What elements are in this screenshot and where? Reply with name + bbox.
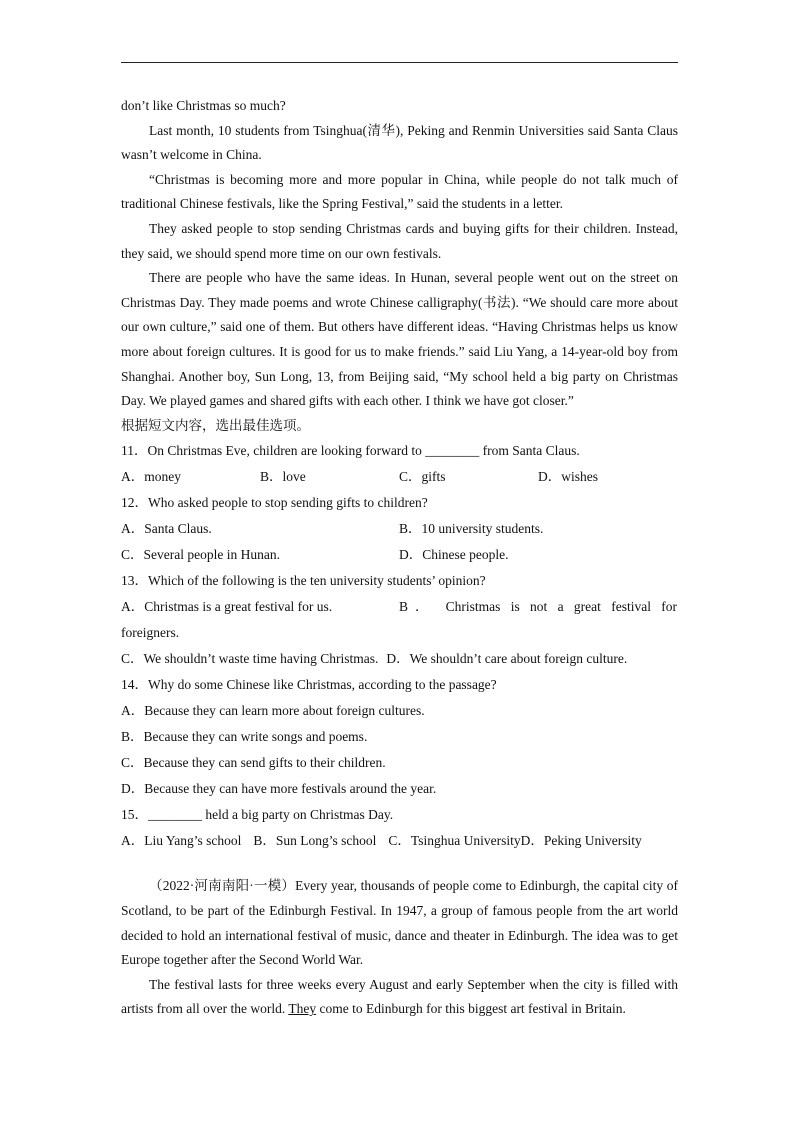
question-15-stem: 15．________ held a big party on Christmas Day. (121, 807, 394, 823)
option-d[interactable]: D．We shouldn’t care about foreign culture. (386, 651, 628, 667)
instruction: 根据短文内容，选出最佳选项。 (121, 417, 310, 433)
option-b[interactable]: B． Christmas is not a great festival for (399, 599, 677, 615)
option-d[interactable]: D．wishes (538, 469, 598, 485)
question-12-options-row1 (121, 516, 678, 542)
option-b-continued: foreigners. (121, 625, 180, 641)
option-b[interactable]: B．Sun Long’s school (253, 833, 377, 849)
option-c[interactable]: C．We shouldn’t waste time having Christmas. (121, 651, 379, 667)
header-rule (121, 62, 678, 63)
option-d[interactable]: D．Because they can have more festivals around the year. (121, 781, 437, 797)
passage2-paragraph: （2022·河南南阳·一模）Every year, thousands of people come to Edinburgh, the capital city of Scotland, to be part of the Edinburgh Festival. In 1947, a group of famous people from the art world decided to hold an international festival of music, dance and theater in Edinburgh. The idea was to get Europe together after the Second World War. (121, 878, 678, 968)
passage-paragraph: “Christmas is becoming more and more popular in China, while people do not talk much of traditional Chinese festivals, like the Spring Festival,” said the students in a letter. (121, 171, 678, 212)
option-c[interactable]: C．Tsinghua University (388, 833, 521, 849)
passage-paragraph: Last month, 10 students from Tsinghua(清华), Peking and Renmin Universities said Santa Claus wasn’t welcome in China. (121, 122, 678, 163)
question-12-options-row2 (121, 542, 678, 568)
option-d[interactable]: D．Peking University (520, 833, 642, 849)
question-12-stem: 12．Who asked people to stop sending gifts to children? (121, 495, 428, 511)
question-15-options (121, 828, 678, 854)
passage2-text: come to Edinburgh for this biggest art festival in Britain. (316, 1001, 626, 1017)
passage-paragraph: There are people who have the same ideas. In Hunan, several people went out on the street on Christmas Day. They made poems and wrote Chinese calligraphy(书法). “We should care more about our own culture,” said one of them. But others have different ideas. “Having Christmas helps us know more about foreign cultures. It is good for us to make friends.” said Liu Yang, a 14-year-old boy from Shanghai. Another boy, Sun Long, 13, from Beijing said, “My school held a big party on Christmas Day. We played games and shared gifts with each other. I think we have got closer.” (121, 270, 678, 409)
question-14-stem: 14．Why do some Chinese like Christmas, according to the passage? (121, 677, 497, 693)
option-d[interactable]: D．Chinese people. (399, 547, 509, 563)
question-13-stem: 13．Which of the following is the ten university students’ opinion? (121, 573, 486, 589)
option-b[interactable]: B．Because they can write songs and poems. (121, 729, 368, 745)
option-a[interactable]: A．Because they can learn more about foreign cultures. (121, 703, 425, 719)
option-a[interactable]: A．Christmas is a great festival for us. (121, 599, 333, 615)
underlined-word: They (288, 1001, 317, 1017)
option-b[interactable]: B．10 university students. (399, 521, 544, 537)
passage-line: don’t like Christmas so much? (121, 98, 286, 113)
passage2-text: The festival lasts for three weeks every August and early September when the city is filled with artists from all over the world. (121, 976, 678, 1017)
option-c[interactable]: C．Several people in Hunan. (121, 547, 280, 563)
page-content (121, 94, 678, 1022)
passage-paragraph: They asked people to stop sending Christmas cards and buying gifts for their children. Instead, they said, we should spend more time on our own festivals. (121, 220, 678, 261)
question-13-options-row2 (121, 646, 678, 672)
question-13-options-row1 (121, 594, 678, 620)
question-11-stem: 11．On Christmas Eve, children are looking forward to ________ from Santa Claus. (121, 443, 580, 459)
question-11-options (121, 464, 678, 490)
option-c[interactable]: C．Because they can send gifts to their children. (121, 755, 386, 771)
option-a[interactable]: A．money (121, 469, 181, 485)
option-a[interactable]: A．Santa Claus. (121, 521, 212, 537)
passage2-paragraph (121, 973, 678, 1022)
option-a[interactable]: A．Liu Yang’s school (121, 833, 242, 849)
section-gap (121, 854, 678, 874)
option-c[interactable]: C．gifts (399, 469, 446, 485)
option-b[interactable]: B．love (260, 469, 306, 485)
